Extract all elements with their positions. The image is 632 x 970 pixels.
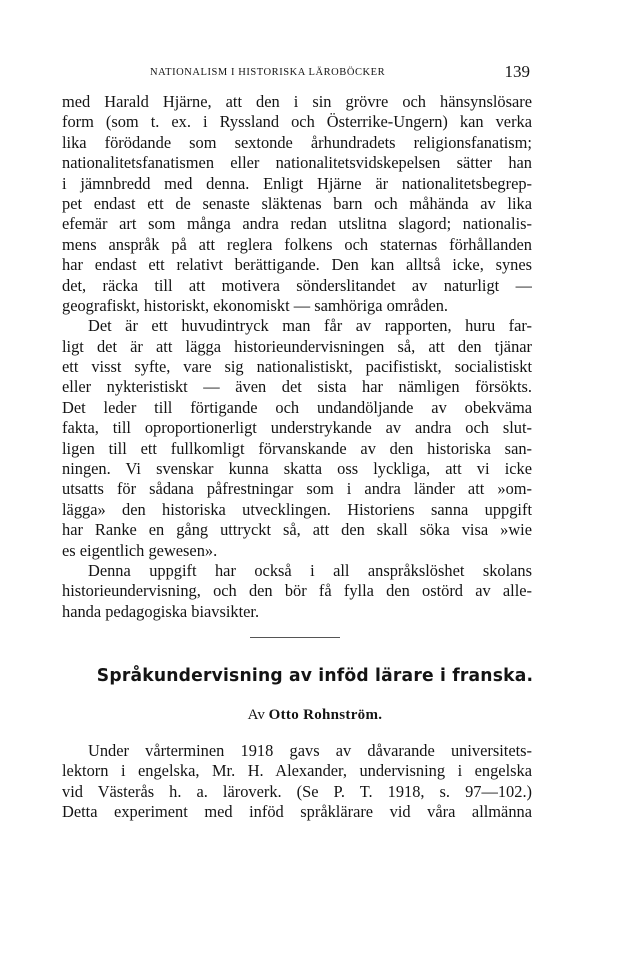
text-line: Det är ett huvudintryck man får av rapporten, huru far- <box>88 316 532 336</box>
text-line: fakta, till oproportionerligt understrykande av andra och slut- <box>62 418 532 438</box>
byline <box>62 707 568 724</box>
text-line: geografiskt, historiskt, ekonomiskt — samhöriga områden. <box>62 295 449 315</box>
text-line: ningen. Vi svenskar kunna skatta oss lyckliga, att vi icke <box>62 459 532 479</box>
paragraph <box>62 561 532 622</box>
text-line: historieundervisning, och den bör få fylla den ostörd av alle- <box>62 581 532 601</box>
text-line: lektorn i engelska, Mr. H. Alexander, undervisning i engelska <box>62 761 532 781</box>
author-name: Otto Rohnström. <box>268 707 383 723</box>
text-line: Under vårterminen 1918 gavs av dåvarande universitets- <box>88 741 532 760</box>
text-line: nationalitetsfanatismen eller nationalitetsvidskepelsen sätter han <box>62 153 532 173</box>
text-line: pet endast ett de senaste släktenas barn och måhända av lika <box>62 193 532 213</box>
body-text-bottom <box>62 741 532 823</box>
article-title: Språkundervisning av inföd lärare i franska. <box>96 666 534 686</box>
running-head <box>62 62 530 86</box>
section-divider <box>250 637 340 638</box>
text-line: mens anspråk på att reglera folkens och staternas förhållanden <box>62 234 532 254</box>
byline-prefix: Av <box>247 707 265 723</box>
text-line: har Ranke en gång uttryckt så, att den skall söka visa »wie <box>62 520 532 540</box>
text-line: ligt det är att lägga historieundervisningen så, att den tjänar <box>62 336 532 356</box>
text-line: ett visst syfte, vare sig nationalistiskt, pacifistiskt, socialistiskt <box>62 357 532 377</box>
paragraph <box>62 741 532 823</box>
text-line: utsatts för sådana påfrestningar som i andra länder att »om- <box>62 479 532 499</box>
text-line: handa pedagogiska biavsikter. <box>62 601 260 621</box>
text-line: ligen till ett fullkomligt förvanskande av den historiska san- <box>62 438 532 458</box>
text-line: efemär art som många andra redan utslitna slagord; nationalis- <box>62 214 532 234</box>
text-line: med Harald Hjärne, att den i sin grövre och hänsynslösare <box>62 92 532 111</box>
running-head-title: NATIONALISM I HISTORISKA LÄROBÖCKER <box>150 67 386 78</box>
page-number: 139 <box>504 62 530 81</box>
text-line: i jämnbredd med denna. Enligt Hjärne är nationalitetsbegrep- <box>62 173 532 193</box>
text-line: eller nykteristiskt — även det sista har nämligen försökts. <box>62 377 532 397</box>
text-line: vid Västerås h. a. läroverk. (Se P. T. 1918, s. 97—102.) <box>62 781 532 801</box>
paragraph <box>62 316 532 561</box>
text-line: form (som t. ex. i Ryssland och Österrike-Ungern) kan verka <box>62 112 532 132</box>
body-text-top <box>62 92 532 622</box>
text-line: lägga» den historiska utvecklingen. Historiens sanna uppgift <box>62 499 532 519</box>
text-line: Detta experiment med inföd språklärare vid våra allmänna <box>62 802 532 822</box>
text-line: Det leder till förtigande och undandöljande av obekväma <box>62 397 532 417</box>
text-line: Denna uppgift har också i all anspråkslöshet skolans <box>88 560 532 580</box>
text-line: det, räcka till att motivera sönderslitandet av naturligt — <box>62 275 532 295</box>
text-line: har endast ett relativt berättigande. Den kan alltså icke, synes <box>62 255 532 275</box>
paragraph <box>62 92 532 316</box>
text-line: lika förödande som sextonde århundradets religionsfanatism; <box>62 132 532 152</box>
text-line: es eigentlich gewesen». <box>62 540 218 560</box>
